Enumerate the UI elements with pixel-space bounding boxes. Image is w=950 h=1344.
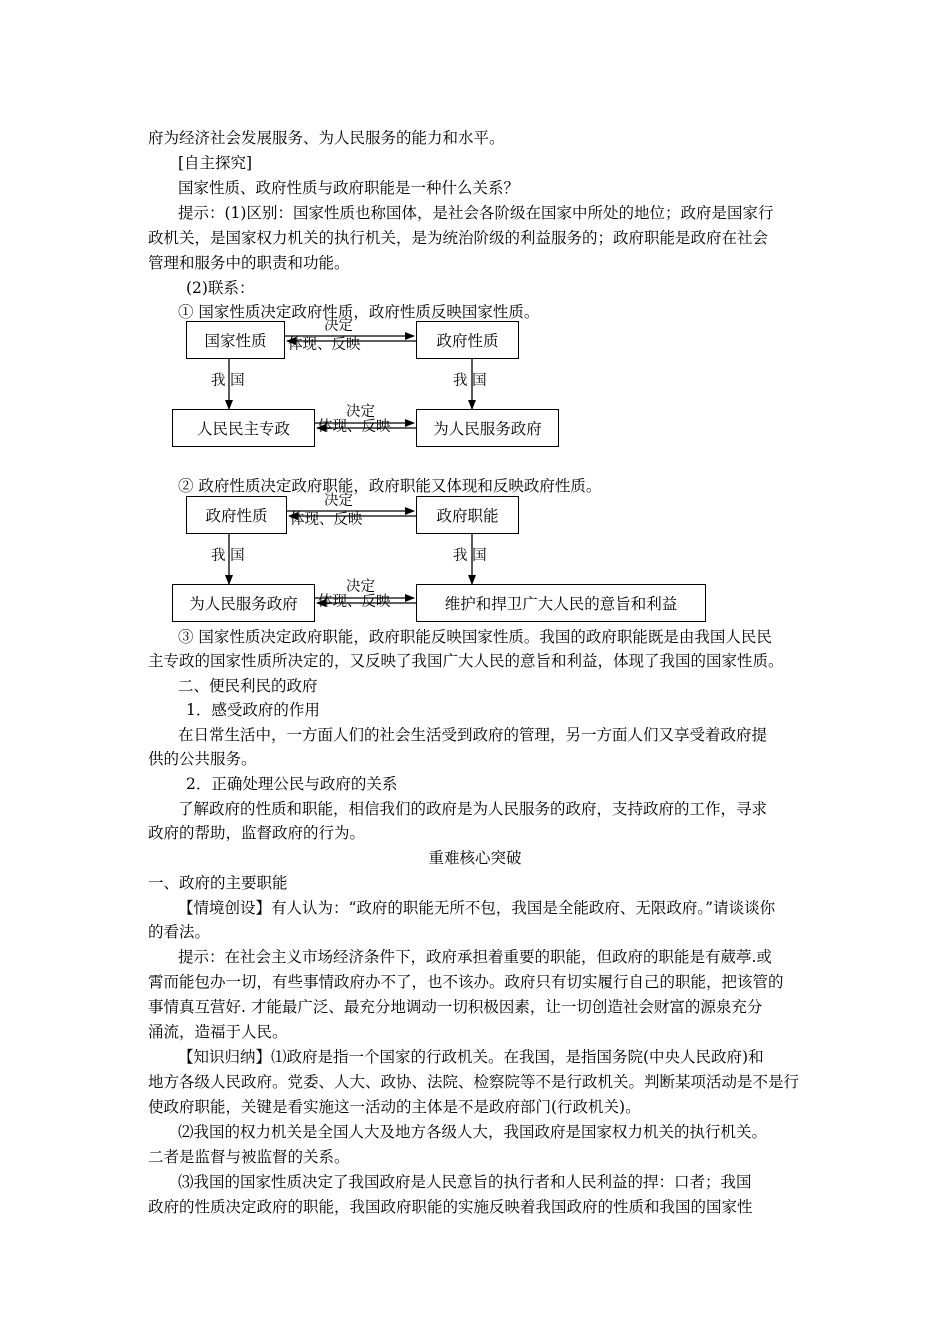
arrow-label-reflect: 体现、反映 bbox=[290, 512, 363, 528]
arrow-label-decide: 决定 bbox=[346, 579, 375, 595]
arrow-label-reflect: 体现、反映 bbox=[288, 337, 361, 353]
subsection-heading: 1．感受政府的作用 bbox=[186, 701, 320, 719]
diagram-box-service-government: 为人民服务政府 bbox=[172, 584, 315, 622]
text-line: 【情境创设】有人认为：“政府的职能无所不包，我国是全能政府、无限政府。”请谈谈你 bbox=[178, 899, 776, 917]
text-line: 府为经济社会发展服务、为人民服务的能力和水平。 bbox=[148, 129, 505, 147]
text-line: 供的公共服务。 bbox=[148, 750, 257, 768]
text-line: 【知识归纳】⑴政府是指一个国家的行政机关。在我国，是指国务院(中央人民政府)和 bbox=[178, 1048, 764, 1066]
arrow-label-our-country: 我 国 bbox=[453, 373, 487, 389]
text-line: ② 政府性质决定政府职能，政府职能又体现和反映政府性质。 bbox=[178, 477, 602, 495]
text-line: 政府的性质决定政府的职能，我国政府职能的实施反映着我国政府的性质和我国的国家性 bbox=[148, 1198, 753, 1216]
arrow-label-reflect: 体现、反映 bbox=[318, 594, 391, 610]
arrow-label-our-country: 我 国 bbox=[211, 548, 245, 564]
text-line: 在日常生活中，一方面人们的社会生活受到政府的管理，另一方面人们又享受着政府提 bbox=[178, 726, 768, 744]
diagram-box-defend-interests: 维护和捍卫广大人民的意旨和利益 bbox=[416, 584, 706, 622]
text-line: ⑶我国的国家性质决定了我国政府是人民意旨的执行者和人民利益的捍：口者；我国 bbox=[178, 1173, 752, 1191]
text-line: 使政府职能，关键是看实施这一活动的主体是不是政府部门(行政机关)。 bbox=[148, 1098, 641, 1116]
page-section-title: 重难核心突破 bbox=[428, 849, 522, 867]
text-line: 了解政府的性质和职能，相信我们的政府是为人民服务的政府，支持政府的工作，寻求 bbox=[178, 800, 768, 818]
arrow-label-decide: 决定 bbox=[346, 404, 375, 420]
arrow-label-our-country: 我 国 bbox=[453, 548, 487, 564]
text-line: ① 国家性质决定政府性质，政府性质反映国家性质。 bbox=[178, 303, 540, 321]
diagram-box-service-government: 为人民服务政府 bbox=[416, 409, 559, 447]
diagram-box-government-nature: 政府性质 bbox=[186, 496, 287, 534]
diagram-box-state-nature: 国家性质 bbox=[186, 321, 285, 359]
text-line: 管理和服务中的职责和功能。 bbox=[148, 254, 350, 272]
text-line: 提示：(1)区别：国家性质也称国体，是社会各阶级在国家中所处的地位；政府是国家行 bbox=[178, 204, 774, 222]
section-heading: [自主探究] bbox=[178, 154, 253, 172]
subsection-heading: 2．正确处理公民与政府的关系 bbox=[186, 775, 398, 793]
text-line: 主专政的国家性质所决定的，又反映了我国广大人民的意旨和利益，体现了我国的国家性质。 bbox=[148, 652, 784, 670]
text-line: 二者是监督与被监督的关系。 bbox=[148, 1148, 350, 1166]
text-line: 事情真互营好. 才能最广泛、最充分地调动一切积极因素，让一切创造社会财富的源泉充分 bbox=[148, 998, 763, 1016]
arrow-label-decide: 决定 bbox=[324, 493, 353, 509]
diagram-box-peoples-democratic-dictatorship: 人民民主专政 bbox=[172, 409, 315, 447]
text-line: 涌流，造福于人民。 bbox=[148, 1023, 288, 1041]
text-line: 政府的帮助，监督政府的行为。 bbox=[148, 824, 366, 842]
text-line: 霄而能包办一切，有些事情政府办不了，也不该办。政府只有切实履行自己的职能，把该管的 bbox=[148, 973, 784, 991]
arrow-label-reflect: 体现、反映 bbox=[318, 419, 391, 435]
arrow-label-decide: 决定 bbox=[324, 318, 353, 334]
text-line: 提示：在社会主义市场经济条件下，政府承担着重要的职能，但政府的职能是有葳葶.或 bbox=[178, 948, 772, 966]
text-line: 政机关，是国家权力机关的执行机关，是为统治阶级的利益服务的；政府职能是政府在社会 bbox=[148, 229, 769, 247]
text-line: 的看法。 bbox=[148, 923, 211, 941]
question-line: 国家性质、政府性质与政府职能是一种什么关系？ bbox=[178, 179, 520, 197]
diagram-box-government-nature: 政府性质 bbox=[416, 321, 519, 359]
text-line: 地方各级人民政府。党委、人大、政协、法院、检察院等不是行政机关。判断某项活动是不是行 bbox=[148, 1073, 800, 1091]
section-heading: 二、便民利民的政府 bbox=[178, 677, 318, 695]
arrow-label-our-country: 我 国 bbox=[211, 373, 245, 389]
text-line: ③ 国家性质决定政府职能，政府职能反映国家性质。我国的政府职能既是由我国人民民 bbox=[178, 628, 772, 646]
diagram-box-government-functions: 政府职能 bbox=[416, 496, 519, 534]
text-line: ⑵我国的权力机关是全国人大及地方各级人大，我国政府是国家权力机关的执行机关。 bbox=[178, 1123, 768, 1141]
text-line: (2)联系： bbox=[186, 279, 255, 297]
section-heading: 一、政府的主要职能 bbox=[148, 874, 288, 892]
